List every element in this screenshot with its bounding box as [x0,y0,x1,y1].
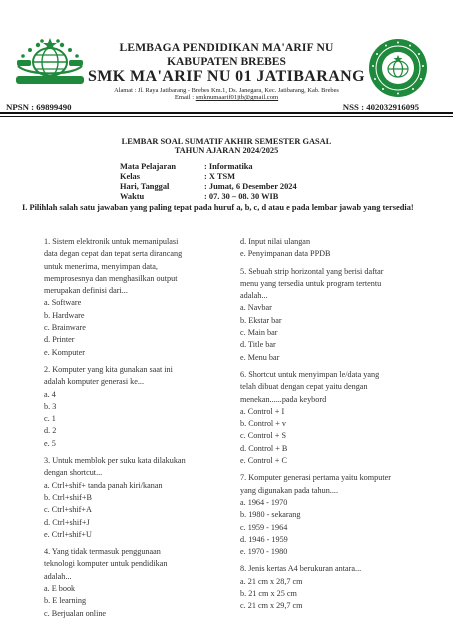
question-4-line: 4. Yang tidak termasuk penggunaan [44,547,161,557]
question-2-option: a. 4 [44,389,56,399]
question-1-option: c. Brainware [44,323,86,333]
question-7-option: e. 1970 - 1980 [240,547,288,557]
question-2-option: d. 2 [44,426,57,436]
question-5-line: 5. Sebuah strip horizontal yang berisi daftar [240,266,384,276]
question-7-option: a. 1964 - 1970 [240,497,288,507]
question-5-option: d. Title bar [240,340,276,350]
meta-key-subject: Mata Pelajaran [120,162,177,171]
school-name: SMK MA'ARIF NU 01 JATIBARANG [88,68,365,85]
question-8-line: 8. Jenis kertas A4 berukuran antara... [240,564,362,574]
exam-title: LEMBAR SOAL SUMATIF AKHIR SEMESTER GASAL [121,137,332,146]
question-4-option: d. Input nilai ulangan [240,237,311,246]
question-2-line: adalah komputer generasi ke... [44,377,145,387]
question-1-line: 1. Sistem elektronik untuk memanipulasi [44,237,179,246]
header-divider-thick [0,112,453,114]
question-4-option: e. Penyimpanan data PPDB [240,249,331,259]
question-2-option: c. 1 [44,414,56,424]
question-5-option: b. Ekstar bar [240,315,282,325]
question-1-option: e. Komputer [44,347,85,357]
npsn-number: NPSN : 69899490 [6,102,72,112]
header-divider-thin [0,116,453,117]
question-1-option: d. Printer [44,335,75,345]
question-4-option: a. E book [44,584,76,594]
question-5-line: menu yang tersedia untuk program tertentu [240,278,382,288]
question-7-option: b. 1980 - sekarang [240,510,301,520]
question-5-option: e. Menu bar [240,352,280,362]
question-6-option: c. Control + S [240,431,287,441]
email-label: Email : [174,94,195,101]
question-6-line: 6. Shortcut untuk menyimpan le/data yang [240,369,380,379]
question-3-option: e. Ctrl+shif+U [44,529,92,539]
school-address: Alamat : Jl. Raya Jatibarang - Brebes Km.1, Ds. Janegara, Kec. Jatibarang, Kab. Brebes [114,87,339,94]
organization-region: KABUPATEN BREBES [167,56,286,68]
question-1-line: memprosesnya dan menghasilkan output [44,273,178,283]
question-2-option: e. 5 [44,438,56,448]
question-4-option: b. E learning [44,596,87,606]
question-8-option: c. 21 cm x 29,7 cm [240,601,303,611]
question-1-line: merupakan definisi dari... [44,286,128,296]
question-6-option: a. Control + I [240,406,285,416]
question-3-option: a. Ctrl+shif+ tanda panah kiri/kanan [44,480,163,490]
meta-key-class: Kelas [120,172,141,181]
question-1-line: untuk menerima, menyimpan data, [44,261,158,271]
meta-value-time: : 07. 30 – 08. 30 WIB [204,192,279,201]
question-3-option: c. Ctrl+shif+A [44,505,92,515]
question-4-line: teknologi komputer untuk pendidikan [44,559,168,569]
question-5-option: c. Main bar [240,328,278,338]
meta-value-subject: : Informatika [204,162,253,171]
meta-key-date: Hari, Tanggal [120,182,170,191]
question-3-option: d. Ctrl+shif+J [44,517,90,527]
question-5-option: a. Navbar [240,303,272,313]
question-6-line: menekan......pada keybord [240,394,327,404]
question-6-option: b. Control + v [240,419,287,429]
meta-value-date: : Jumat, 6 Desember 2024 [204,182,297,191]
instruction-text: I. Pilihlah salah satu jawaban yang paling tepat pada huruf a, b, c, d atau e pada lembar jawab yang tersedia! [22,203,414,212]
nss-number: NSS : 402032916095 [342,102,419,112]
question-7-line: 7. Komputer generasi pertama yaitu komputer [240,473,391,483]
question-6-line: telah dibuat dengan cepat yaitu dengan [240,382,368,392]
school-email-line [0,94,453,101]
meta-key-time: Waktu [120,192,145,201]
questions-left-column [44,236,186,620]
question-6-option: e. Control + C [240,456,287,466]
question-1-option: b. Hardware [44,310,85,320]
question-7-line: yang digunakan pada tahun.... [240,485,338,495]
question-4-line: adalah... [44,571,72,581]
email-link[interactable]: smknumaarif01jtb@gmail.com [195,94,279,101]
academic-year: TAHUN AJARAN 2024/2025 [174,146,279,155]
question-8-option: a. 21 cm x 28,7 cm [240,576,303,586]
question-4-option: c. Berjualan online [44,608,107,618]
question-1-option: a. Software [44,298,82,308]
question-3-option: b. Ctrl+shif+B [44,492,92,502]
meta-value-class: : X TSM [204,172,236,181]
question-7-option: c. 1959 - 1964 [240,522,288,532]
question-5-line: adalah... [240,291,268,301]
question-7-option: d. 1946 - 1959 [240,534,288,544]
question-1-line: data degan cepat dan tepat serta dirancang [44,249,183,259]
question-3-line: 3. Untuk memblok per suku kata dilakukan [44,456,186,466]
question-3-line: dengan shortcut... [44,468,103,478]
question-6-option: d. Control + B [240,443,288,453]
question-8-option: b. 21 cm x 25 cm [240,589,297,599]
questions-right-column [240,236,391,613]
organization-name: LEMBAGA PENDIDIKAN MA'ARIF NU [119,42,334,54]
question-2-option: b. 3 [44,401,57,411]
question-2-line: 2. Komputer yang kita gunakan saat ini [44,364,173,374]
